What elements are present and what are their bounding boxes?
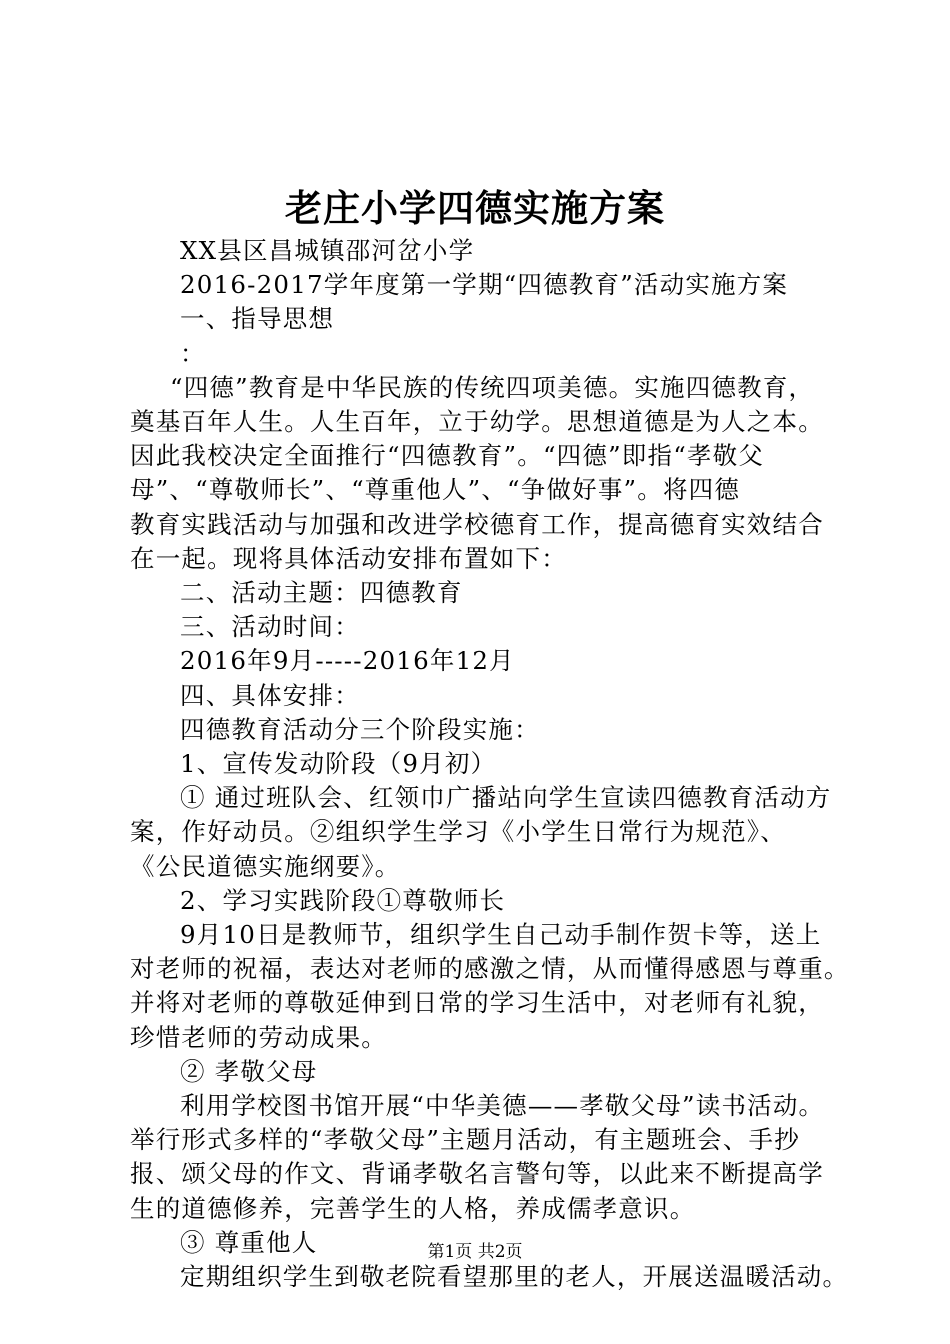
- paragraph-line: 案，作好动员。②组织学生学习《小学生日常行为规范》、: [130, 817, 786, 847]
- section-heading: 一、指导思想: [180, 304, 335, 334]
- paragraph-line: 并将对老师的尊敬延伸到日常的学习生活中，对老师有礼貌，: [130, 988, 824, 1018]
- paragraph-line: 报、颂父母的作文、背诵孝敬名言警句等，以此来不断提高学: [130, 1159, 824, 1189]
- stage-heading: 2、学习实践阶段①尊敬师长: [180, 885, 506, 915]
- paragraph-line: 生的道德修养，完善学生的人格，养成儒孝意识。: [130, 1193, 696, 1223]
- paragraph-line: 珍惜老师的劳动成果。: [130, 1022, 387, 1052]
- paragraph-line: 《公民道德实施纲要》。: [130, 851, 401, 881]
- paragraph-line: 四德教育活动分三个阶段实施：: [180, 714, 540, 744]
- paragraph-line: 奠基百年人生。人生百年，立于幼学。思想道德是为人之本。: [130, 407, 824, 437]
- paragraph-line: 教育实践活动与加强和改进学校德育工作，提高德育实效结合: [130, 509, 824, 539]
- paragraph-line: 对老师的祝福，表达对老师的感激之情，从而懂得感恩与尊重。: [130, 954, 850, 984]
- subsection-heading: ② 孝敬父母: [180, 1056, 318, 1086]
- paragraph-line: 在一起。现将具体活动安排布置如下：: [130, 543, 567, 573]
- school-name-line: XX县区昌城镇邵河岔小学: [180, 236, 475, 265]
- paragraph-line: 利用学校图书馆开展“中华美德——孝敬父母”读书活动。: [180, 1091, 825, 1121]
- paragraph-line: 母”、“尊敬师长”、“尊重他人”、“争做好事”。将四德: [130, 475, 741, 505]
- paragraph-line: 因此我校决定全面推行“四德教育”。“四德”即指“孝敬父: [130, 441, 765, 471]
- subsection-heading: ③ 尊重他人: [180, 1227, 318, 1257]
- document-body: [130, 234, 858, 1294]
- section-heading: 三、活动时间：: [180, 612, 360, 642]
- paragraph-line: “四德”教育是中华民族的传统四项美德。实施四德教育，: [170, 372, 815, 402]
- paragraph-line: ：: [180, 338, 206, 368]
- section-heading: 二、活动主题：四德教育: [180, 578, 463, 608]
- document-title: 老庄小学四德实施方案: [285, 186, 665, 230]
- paragraph-line: 定期组织学生到敬老院看望那里的老人，开展送温暖活动。: [180, 1262, 849, 1292]
- page-number: 第1页 共2页: [427, 1242, 523, 1262]
- page-footer: [0, 1240, 950, 1264]
- paragraph-line: ① 通过班队会、红领巾广播站向学生宣读四德教育活动方: [180, 783, 832, 813]
- plan-subtitle-line: 2016-2017学年度第一学期“四德教育”活动实施方案: [180, 270, 789, 300]
- paragraph-line: 举行形式多样的“孝敬父母”主题月活动，有主题班会、手抄: [130, 1125, 800, 1155]
- section-heading: 四、具体安排：: [180, 680, 360, 710]
- paragraph-line: 9月10日是教师节，组织学生自己动手制作贺卡等，送上: [180, 920, 822, 950]
- paragraph-line: 2016年9月-----2016年12月: [180, 646, 515, 676]
- stage-heading: 1、宣传发动阶段（9月初）: [180, 749, 497, 779]
